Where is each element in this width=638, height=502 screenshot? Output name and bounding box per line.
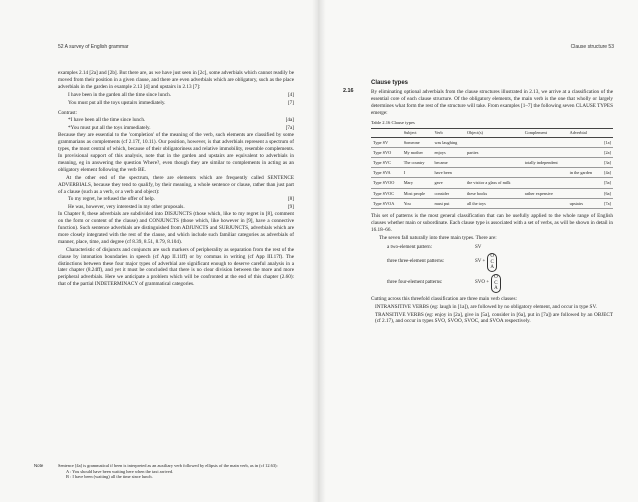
example-text: You must put all the toys upstairs immediately.: [68, 99, 166, 106]
left-body: [58, 70, 294, 289]
table-header: Complement: [523, 129, 568, 137]
pattern-label: three four-element patterns:: [387, 280, 443, 286]
table-cell: Type SVOA: [371, 198, 402, 208]
table-cell: consider: [432, 188, 465, 198]
table-cell: in the garden: [568, 168, 600, 178]
example: [68, 100, 294, 107]
paragraph: Cutting across this threefold classification are three main verb classes:: [371, 295, 517, 302]
list-item: TRANSITIVE VERBS (eg: enjoy in [2a], give in [5a], consider in [6a], put in [7a]) are followed by an OBJECT (cf 2.17), and occur in types SVO, SVOO, SVOC, and SVOA respectively.: [375, 311, 613, 325]
pattern-row: [387, 274, 613, 293]
verb-class-list: [375, 304, 613, 326]
table-cell: [5a]: [600, 178, 613, 188]
table-cell: [523, 147, 568, 157]
table-row: [371, 188, 613, 198]
table-cell: [465, 137, 523, 147]
paragraph: examples 2.14 [2a] and [2b]. But there are, as we have just seen in [2c], some adverbials which cannot readily be moved from their position in a given clause, and there are even adverbials which are obligatory, such as the place adverbials in the garden in example 2.13 [4] and upstairs in 2.13 [7]:: [58, 70, 294, 90]
table-cell: became: [432, 158, 465, 168]
patterns-list: [387, 245, 613, 293]
option: C: [490, 259, 494, 265]
example: [68, 196, 294, 203]
list-item: INTRANSITIVE VERBS (eg: laugh in [1a]), are followed by no obligatory element, and occur in type SV.: [375, 303, 597, 310]
table-cell: I: [402, 168, 433, 178]
paragraph: Because they are essential to the 'completion' of the meaning of the verb, such elements are classified by some grammarians as complements (cf 2.17f, 10.11). Our position, however, is that adverbials represent a spectrum of types, the most central of which, because of their obligatoriness and relative immobility, resemble complements. In provisional support of this analysis, note that in the garden and upstairs are equivalent to adverbials in meaning, eg in answering the question Where?, even though they are similar to complements in acting as an obligatory element following the verb BE.: [58, 132, 294, 173]
table-cell: [568, 158, 600, 168]
pattern-formula: SVO +: [475, 280, 490, 286]
section-number: 2.16: [343, 88, 354, 94]
pattern-formula: SV +: [475, 259, 486, 265]
table-cell: The country: [402, 158, 433, 168]
right-body: [371, 80, 613, 326]
table-cell: [523, 198, 568, 208]
table-cell: [568, 178, 600, 188]
paragraph: The seven fall naturally into three main types. There are:: [379, 234, 497, 241]
option: O: [494, 274, 498, 280]
table-cell: Type SVC: [371, 158, 402, 168]
table-cell: [523, 137, 568, 147]
table-row: [371, 168, 613, 178]
table-header: Adverbial: [568, 129, 600, 137]
table-cell: must put: [432, 198, 465, 208]
table-cell: these books: [465, 188, 523, 198]
example-number: [9]: [287, 204, 294, 211]
table-cell: [523, 178, 568, 188]
table-header: [371, 129, 402, 137]
book-gutter: [312, 0, 326, 502]
table-cell: [568, 137, 600, 147]
right-running-head: Clause structure 53: [570, 44, 614, 50]
note-line: B : I have been (waiting) all the time since lunch.: [66, 474, 153, 480]
option: C: [494, 280, 498, 286]
table-cell: totally independent: [523, 158, 568, 168]
option: A: [494, 286, 498, 292]
clause-types-table: [371, 128, 613, 209]
table-cell: was laughing: [432, 137, 465, 147]
pattern-label: three three-element patterns:: [387, 259, 445, 265]
table-row: [371, 158, 613, 168]
note-body: [58, 463, 294, 480]
option: O: [490, 254, 494, 260]
pattern-options: [487, 253, 497, 272]
table-cell: all the toys: [465, 198, 523, 208]
example-number: [7]: [287, 99, 294, 106]
table-cell: [1a]: [600, 137, 613, 147]
table-cell: gave: [432, 178, 465, 188]
example-number: [8]: [287, 196, 294, 203]
table-cell: [6a]: [600, 188, 613, 198]
example-text: He was, however, very interested in my other proposals.: [68, 204, 185, 211]
table-cell: Type SVOC: [371, 188, 402, 198]
table-cell: the visitor a glass of milk: [465, 178, 523, 188]
example-text: To my regret, he refused the offer of help.: [68, 196, 155, 203]
pattern-options: [491, 274, 501, 293]
example-number: [4]: [287, 91, 294, 98]
table-cell: [7a]: [600, 198, 613, 208]
note-tag: Note: [34, 463, 44, 468]
pattern-formula: SV: [475, 244, 482, 250]
pattern-label: a two-element pattern:: [387, 244, 432, 250]
table-cell: [568, 147, 600, 157]
paragraph: By eliminating optional adverbials from the clause structures illustrated in 2.13, we arrive at a classification of the essential core of each clause structure. Of the obligatory elements, the main verb is the one that wholly or largely determines what form the rest of the structure will take. From examples [1–7] the following seven CLAUSE TYPES emerge:: [371, 88, 613, 116]
table-cell: enjoys: [432, 147, 465, 157]
table-cell: [3a]: [600, 158, 613, 168]
example: [68, 92, 294, 99]
left-running-head: 52 A survey of English grammar: [58, 44, 129, 50]
table-cell: Type SVA: [371, 168, 402, 178]
table-header-row: [371, 129, 613, 137]
table-row: [371, 198, 613, 208]
table-cell: [465, 168, 523, 178]
table-cell: upstairs: [568, 198, 600, 208]
example-text: I have been in the garden all the time since lunch.: [68, 91, 171, 98]
example-text: *You must put all the toys immediately.: [68, 125, 151, 132]
paragraph: In Chapter 8, these adverbials are subdivided into DISJUNCTS (those which, like to my regret in [8], comment on the form or content of the clause) and CONJUNCTS (those which, like however in [9], have a connective function). Such sentence adverbials are distinguished from ADJUNCTS and SUBJUNCTS, adverbials which are more closely integrated with the rest of the clause, and which include such familiar categories as adverbials of manner, place, time, and degree (cf 8.39, 8.51, 8.79, 8.104).: [58, 211, 294, 245]
section-title: Clause types: [371, 80, 409, 86]
table-cell: [2a]: [600, 147, 613, 157]
table-cell: Type SVO: [371, 147, 402, 157]
footnote: [34, 463, 294, 480]
right-page: [319, 0, 638, 502]
table-row: [371, 147, 613, 157]
table-cell: Type SVOO: [371, 178, 402, 188]
note-line: A : You should have been waiting here when the taxi arrived.: [66, 468, 174, 474]
paragraph: This set of patterns is the most general classification that can be usefully applied to the whole range of English clauses whether main or subordinate. Each clause type is associated with a set of verbs, as will be shown in detail in 16.18–66.: [371, 213, 613, 233]
example-number: [7a]: [285, 125, 294, 132]
table-cell: You: [402, 198, 433, 208]
pattern-row: [387, 253, 613, 272]
table-cell: rather expensive: [523, 188, 568, 198]
table-header: Object(s): [465, 129, 523, 137]
example-number: [4a]: [285, 117, 294, 124]
table-cell: [568, 188, 600, 198]
pattern-row: [387, 245, 613, 252]
paragraph: Characteristic of disjuncts and conjuncts are such markers of peripherality as separation from the rest of the clause by intonation boundaries in speech (cf App II.11ff) or by commas in writing (cf App III.17f). The distinctions between these four major types of adverbial are significant enough to deserve careful analysis in a later chapter (8.24ff), and yet it must be concluded that there is no clear division between the more and more peripheral adverbials. Here we anticipate a problem which will be confronted at the end of this chapter (2.60): that of the partial INDETERMINACY of grammatical categories.: [58, 246, 294, 288]
table-row: [371, 178, 613, 188]
table-cell: Someone: [402, 137, 433, 147]
table-header: Subject: [402, 129, 433, 137]
table-cell: Mary: [402, 178, 433, 188]
table-cell: parties: [465, 147, 523, 157]
table-cell: [465, 158, 523, 168]
table-cell: have been: [432, 168, 465, 178]
table-cell: Type SV: [371, 137, 402, 147]
paragraph: At the other end of the spectrum, there are elements which are frequently called SENTENCE ADVERBIALS, because they tend to qualify, by their meaning, a whole sentence or clause, rather than just part of a clause (such as a verb, or a verb and object):: [58, 174, 294, 195]
table-cell: Most people: [402, 188, 433, 198]
table-row: [371, 137, 613, 147]
example-text: *I have been all the time since lunch.: [68, 117, 146, 124]
table-header: Verb: [432, 129, 465, 137]
table-cell: My mother: [402, 147, 433, 157]
example: [68, 117, 294, 124]
table-cell: [523, 168, 568, 178]
note-line: Sentence [4a] is grammatical if been is interpreted as an auxiliary verb followed by ellipsis of the main verb, as in (cf 12.63):: [58, 463, 278, 468]
contrast-label: Contrast:: [58, 109, 78, 116]
option: A: [490, 265, 494, 271]
table-header: [600, 129, 613, 137]
table-cell: [4a]: [600, 168, 613, 178]
table-caption: Table 2.16 Clause types: [371, 119, 415, 125]
